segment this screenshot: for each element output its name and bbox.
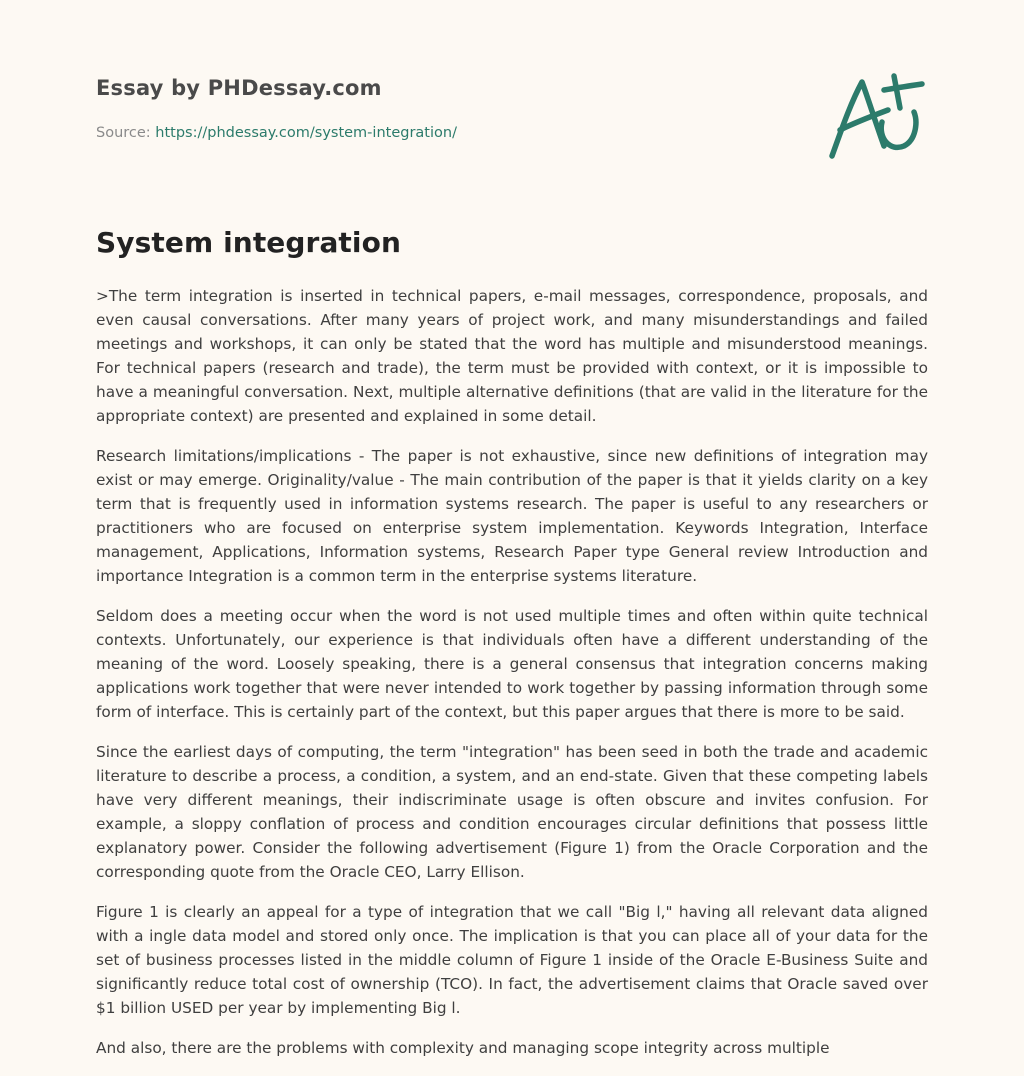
paragraph: Research limitations/implications - The paper is not exhaustive, since new definitions of integration may exist or may emerge. Originality/value - The main contribution of the paper is that it yields clarity on a key term that is frequently used in information systems research. The paper is useful to any researchers or practitioners who are focused on enterprise system implementation. Keywords Integration, Interface management, Applications, Information systems, Research Paper type General review Introduction and importance Integration is a common term in the enterprise systems literature. [96,447,928,585]
paragraph: Seldom does a meeting occur when the word is not used multiple times and often within quite technical contexts. Unfortunately, our experience is that individuals often have a different understanding of the meaning of the word. Loosely speaking, there is a general consensus that integration concerns making applications work together that were never intended to work together by passing information through some form of interface. This is certainly part of the context, but this paper argues that there is more to be said. [96,607,928,721]
article-body [96,284,928,1076]
site-brand: Essay by PHDessay.com [96,76,382,100]
a-plus-grade-icon [824,68,928,164]
source-link[interactable]: https://phdessay.com/system-integration/ [155,125,457,141]
paragraph: >The term integration is inserted in technical papers, e-mail messages, correspondence, proposals, and even causal conversations. After many years of project work, and many misunderstandings and failed meetings and workshops, it can only be stated that the word has multiple and misunderstood meanings. For technical papers (research and trade), the term must be provided with context, or it is impossible to have a meaningful conversation. Next, multiple alternative definitions (that are valid in the literature for the appropriate context) are presented and explained in some detail. [96,287,928,425]
paragraph: Since the earliest days of computing, the term "integration" has been seed in both the trade and academic literature to describe a process, a condition, a system, and an end-state. Given that these competing labels have very different meanings, their indiscriminate usage is often obscure and invites confusion. For example, a sloppy conflation of process and condition encourages circular definitions that possess little explanatory power. Consider the following advertisement (Figure 1) from the Oracle Corporation and the corresponding quote from the Oracle CEO, Larry Ellison. [96,743,928,881]
paragraph: And also, there are the problems with complexity and managing scope integrity across multiple [96,1039,830,1057]
article-title: System integration [96,226,401,259]
source-label: Source: [96,125,151,141]
essay-header [96,74,928,184]
paragraph: Figure 1 is clearly an appeal for a type of integration that we call "Big l," having all relevant data aligned with a ingle data model and stored only once. The implication is that you can place all of your data for the set of business processes listed in the middle column of Figure 1 inside of the Oracle E-Business Suite and significantly reduce total cost of ownership (TCO). In fact, the advertisement claims that Oracle saved over $1 billion USED per year by implementing Big l. [96,903,928,1017]
source-line [96,125,457,141]
